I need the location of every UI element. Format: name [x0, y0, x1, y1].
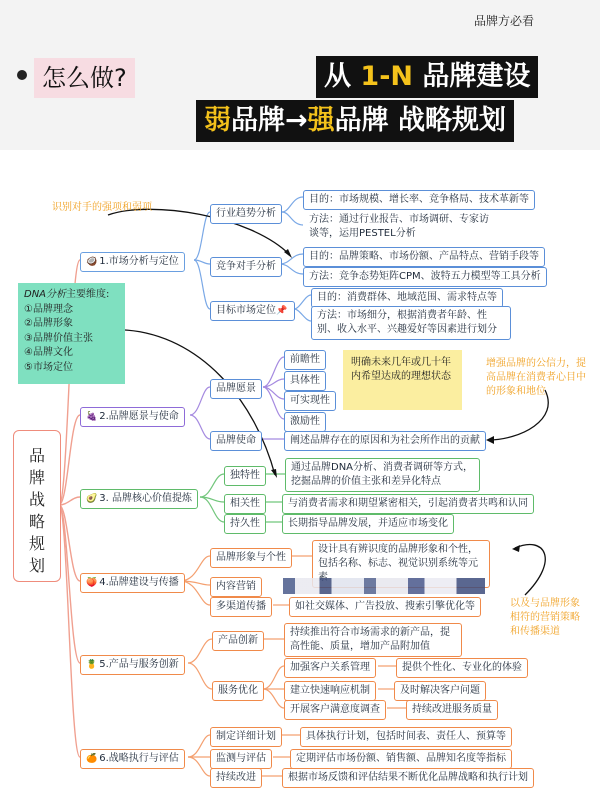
pineapple-icon: 🍍 — [86, 660, 98, 670]
dna-title-italic: DNA分析 — [24, 289, 67, 300]
node-target-market: 目标市场定位📌 — [210, 301, 295, 321]
node-brand-image: 品牌形象与个性 — [210, 548, 292, 568]
leaf-response: 及时解决客户问题 — [394, 681, 486, 701]
leaf-mission: 阐述品牌存在的原因和为社会所作出的贡献 — [284, 431, 486, 451]
leaf-uniqueness: 通过品牌DNA分析、消费者调研等方式，挖掘品牌的价值主张和差异化特点 — [285, 458, 480, 492]
branch-market-analysis: 🥥 1.市场分析与定位 — [80, 252, 185, 272]
dna-item: ③品牌价值主张 — [24, 332, 93, 344]
node-service-optimization: 服务优化 — [212, 681, 264, 701]
grape-icon: 🍇 — [86, 412, 98, 422]
branch-execution: 🍊 6.战略执行与评估 — [80, 749, 185, 769]
peach-icon: 🍑 — [86, 578, 98, 588]
leaf-industry-goal: 目的：市场规模、增长率、竞争格局、技术革新等 — [303, 190, 535, 210]
tag-motivating: 激励性 — [284, 412, 326, 432]
node-competitor: 竞争对手分析 — [210, 257, 282, 277]
leaf-multichannel: 如社交媒体、广告投放、搜索引擎优化等 — [289, 597, 481, 617]
branch-vision-mission: 🍇 2.品牌愿景与使命 — [80, 407, 185, 427]
header-tag: 品牌方必看 — [473, 14, 534, 28]
node-response: 建立快速响应机制 — [284, 681, 376, 701]
dna-item: ④品牌文化 — [24, 347, 73, 358]
node-brand-mission: 品牌使命 — [210, 431, 262, 451]
pin-icon: 📌 — [276, 306, 288, 316]
dna-title-rest: 主要维度: — [66, 289, 110, 300]
note-trust: 增强品牌的公信力，提高品牌在消费者心目中的形象和地位 — [486, 358, 586, 397]
dna-item: ②品牌形象 — [24, 318, 73, 329]
leaf-durability: 长期指导品牌发展，并适应市场变化 — [282, 514, 454, 534]
node-brand-vision: 品牌愿景 — [210, 379, 262, 399]
node-durability: 持久性 — [224, 514, 266, 534]
node-relevance: 相关性 — [224, 494, 266, 514]
node-product-innovation: 产品创新 — [212, 631, 264, 651]
leaf-competitor-method: 方法：竞争态势矩阵CPM、波特五力模型等工具分析 — [303, 267, 547, 287]
tag-forward: 前瞻性 — [284, 350, 326, 370]
node-monitor: 监测与评估 — [210, 749, 272, 769]
root-label: 品牌战略规划 — [28, 446, 45, 575]
leaf-target-method: 方法：市场细分，根据消费者年龄、性别、收入水平、兴趣爱好等因素进行划分 — [311, 306, 511, 340]
vision-explanation-box: 明确未来几年或几十年内希望达成的理想状态 — [343, 350, 462, 410]
node-detailed-plan: 制定详细计划 — [210, 727, 282, 747]
dna-dimensions-box — [18, 283, 125, 384]
note-competitor: 识别对手的强项和弱项 — [52, 202, 152, 213]
leaf-competitor-goal: 目的：品牌策略、市场份额、产品特点、营销手段等 — [303, 247, 545, 267]
title-line-1: 从 1-N 品牌建设 — [316, 56, 538, 98]
node-industry-trend: 行业趋势分析 — [210, 204, 282, 224]
root-node — [13, 430, 61, 582]
leaf-product-innovation: 持续推出符合市场需求的新产品，提高性能、质量，增加产品附加值 — [284, 623, 462, 657]
leaf-brand-image: 设计具有辨识度的品牌形象和个性，包括名称、标志、视觉识别系统等元 — [312, 540, 490, 588]
dna-item: ①品牌理念 — [24, 303, 73, 315]
tag-achievable: 可实现性 — [284, 391, 336, 411]
leaf-relevance: 与消费者需求和期望紧密相关，引起消费者共鸣和认同 — [282, 494, 534, 514]
node-improve: 持续改进 — [210, 768, 262, 788]
tag-concrete: 具体性 — [284, 371, 326, 391]
orange-icon: 🍊 — [86, 754, 98, 764]
leaf-crm: 提供个性化、专业化的体验 — [396, 658, 528, 678]
dna-item: ⑤市场定位 — [24, 361, 73, 373]
leaf-monitor: 定期评估市场份额、销售额、品牌知名度等指标 — [290, 749, 512, 769]
branch-product-service: 🍍 5.产品与服务创新 — [80, 655, 185, 675]
leaf-industry-method: 方法：通过行业报告、市场调研、专家访谈等，运用PESTEL分析 — [303, 210, 498, 244]
howto-label: 怎么做? — [34, 58, 135, 98]
node-multichannel: 多渠道传播 — [210, 597, 272, 617]
node-crm: 加强客户关系管理 — [284, 658, 376, 678]
coconut-icon: 🥥 — [86, 257, 98, 267]
node-content-marketing: 内容营销 — [210, 577, 262, 597]
note-channel: 以及与品牌形象相符的营销策略和传播渠道 — [510, 598, 580, 637]
leaf-survey: 持续改进服务质量 — [406, 700, 498, 720]
avocado-icon: 🥑 — [86, 494, 98, 504]
branch-core-value: 🥑 3. 品牌核心价值提炼 — [80, 489, 198, 509]
branch-brand-building: 🍑 4.品牌建设与传播 — [80, 573, 185, 593]
leaf-target-goal: 目的：消费群体、地域范围、需求特点等 — [311, 288, 503, 308]
leaf-detailed-plan: 具体执行计划，包括时间表、责任人、预算等 — [300, 727, 512, 747]
node-uniqueness: 独特性 — [224, 466, 266, 486]
leaf-improve: 根据市场反馈和评估结果不断优化品牌战略和执行计划 — [282, 768, 534, 788]
node-survey: 开展客户满意度调查 — [284, 700, 386, 720]
redacted-bar — [283, 578, 485, 594]
title-line-2: 弱品牌→强品牌 战略规划 — [196, 100, 514, 142]
